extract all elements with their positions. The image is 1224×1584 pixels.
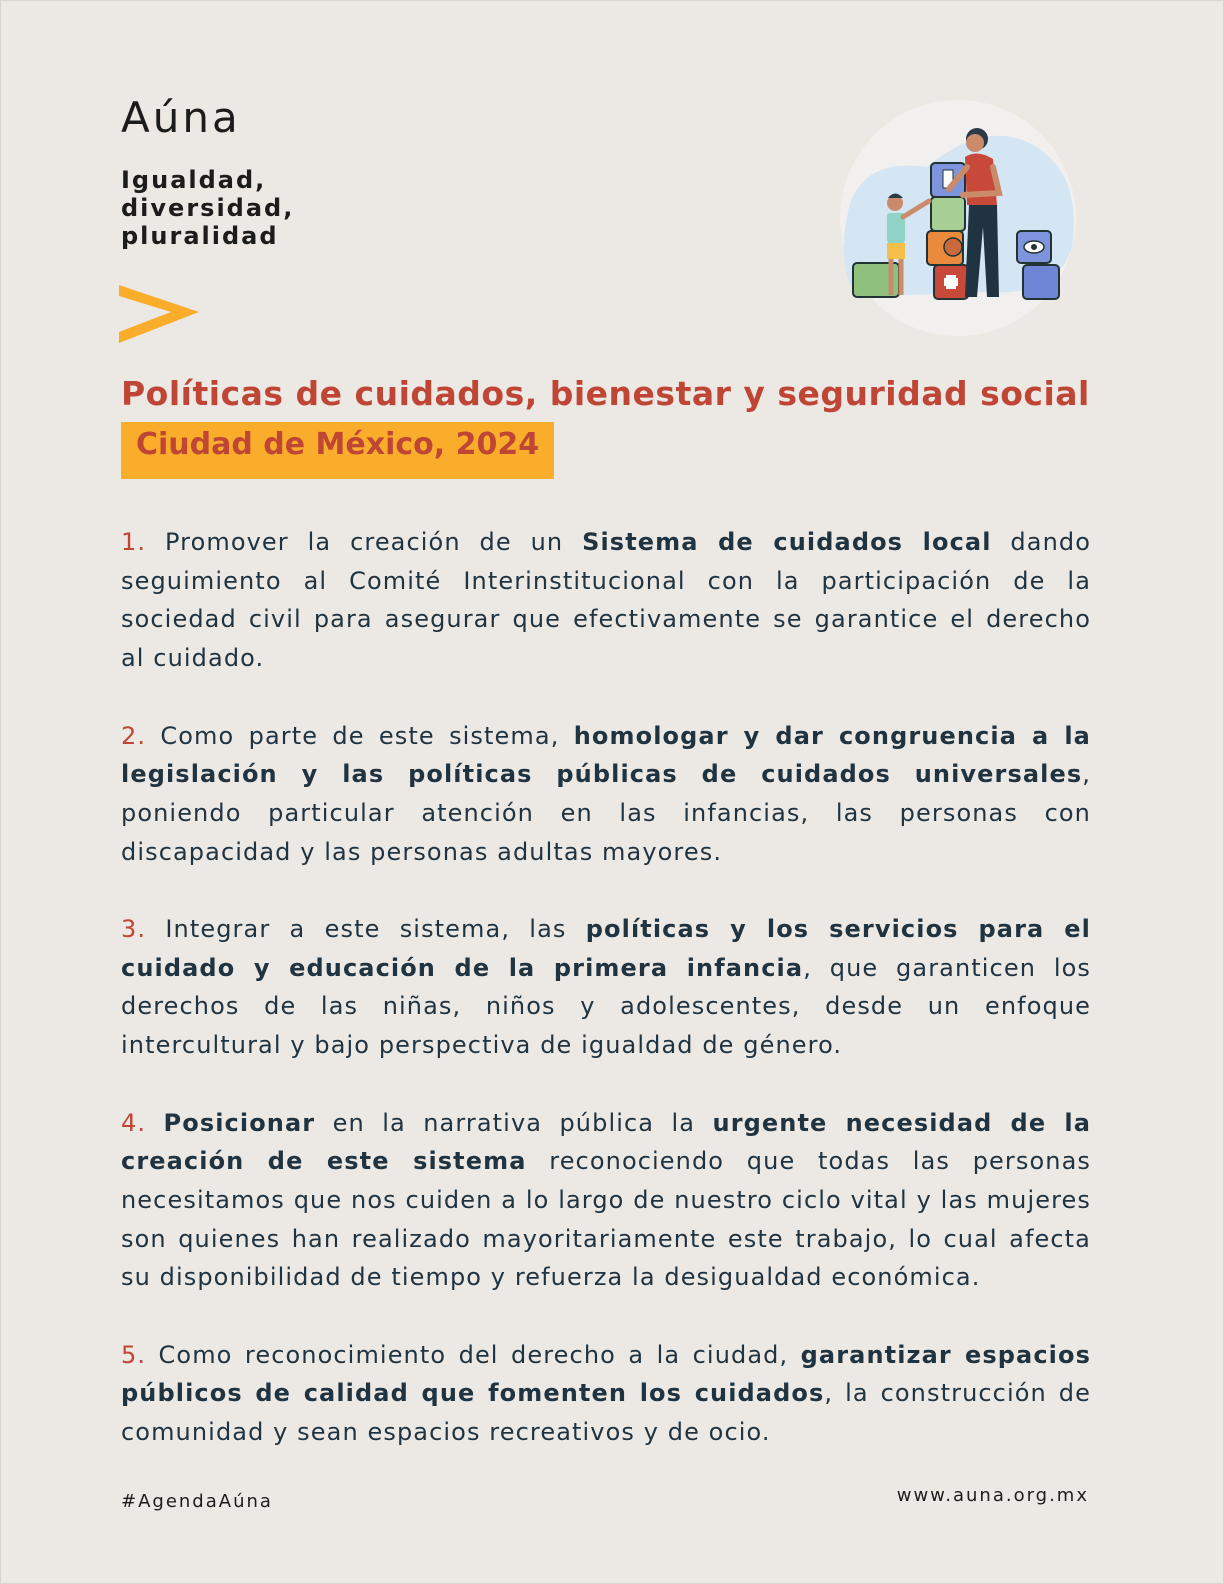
item-text: [146, 1109, 163, 1137]
list-item: [121, 717, 1091, 872]
item-number: 1.: [121, 528, 147, 556]
item-text: , poniendo particular atención en las infancias, las personas con discapacidad y las personas adultas mayores.: [121, 760, 1091, 866]
hashtag: #AgendaAúna: [121, 1491, 273, 1512]
item-text: , que garanticen los derechos de las niñas, niños y adolescentes, desde un enfoque intercultural y bajo perspectiva de igualdad de género.: [121, 953, 1091, 1060]
item-emphasis: Sistema de cuidados local: [582, 528, 992, 556]
item-emphasis: homologar y dar congruencia a la legislación y las políticas públicas de cuidados universales: [121, 721, 1091, 789]
policy-list: [121, 499, 1091, 1491]
logo-text: Aúna: [121, 93, 241, 142]
item-emphasis: Posicionar: [163, 1108, 316, 1137]
chevron-right-icon: [119, 285, 199, 345]
website-link[interactable]: www.auna.org.mx: [896, 1485, 1089, 1506]
item-text: reconociendo que todas las personas necesitamos que nos cuiden a lo largo de nuestro ciclo vital y las mujeres son quienes han realizado mayoritariamente este trabajo, lo cual afecta su disponibilidad de tiempo y refuerza la desigualdad económica.: [121, 1147, 1091, 1292]
page-title: Políticas de cuidados, bienestar y seguridad social: [121, 374, 1090, 413]
item-text: Como reconocimiento del derecho a la ciudad,: [146, 1340, 801, 1369]
item-emphasis: urgente necesidad de la creación de este sistema: [121, 1108, 1091, 1176]
page-subtitle: Ciudad de México, 2024: [121, 422, 554, 479]
list-item: [121, 910, 1091, 1065]
list-item: [121, 1104, 1091, 1298]
item-text: Promover la creación de un: [146, 528, 583, 556]
item-number: 3.: [121, 915, 147, 943]
tagline-line-1: Igualdad,: [121, 166, 267, 194]
item-emphasis: garantizar espacios públicos de calidad que fomenten los cuidados: [121, 1340, 1091, 1408]
item-number: 2.: [121, 721, 147, 750]
item-text: Integrar a este sistema, las: [146, 915, 586, 943]
list-item: [121, 523, 1091, 678]
list-item: [121, 1336, 1091, 1452]
tagline-line-2: diversidad,: [121, 194, 295, 222]
item-text: en la narrativa pública la: [315, 1108, 713, 1137]
tagline-line-3: pluralidad: [121, 222, 279, 250]
item-text: , la construcción de comunidad y sean espacios recreativos y de ocio.: [121, 1379, 1091, 1447]
item-number: 4.: [121, 1108, 147, 1137]
auna-logo: [121, 93, 241, 142]
item-text: Como parte de este sistema,: [146, 721, 574, 750]
care-illustration-icon: [837, 97, 1079, 339]
item-text: dando seguimiento al Comité Interinstitucional con la participación de la sociedad civil para asegurar que efectivamente se garantice el derecho al cuidado.: [121, 528, 1091, 673]
tagline: [121, 166, 381, 250]
item-emphasis: políticas y los servicios para el cuidado y educación de la primera infancia: [121, 915, 1092, 982]
item-number: 5.: [121, 1340, 147, 1369]
